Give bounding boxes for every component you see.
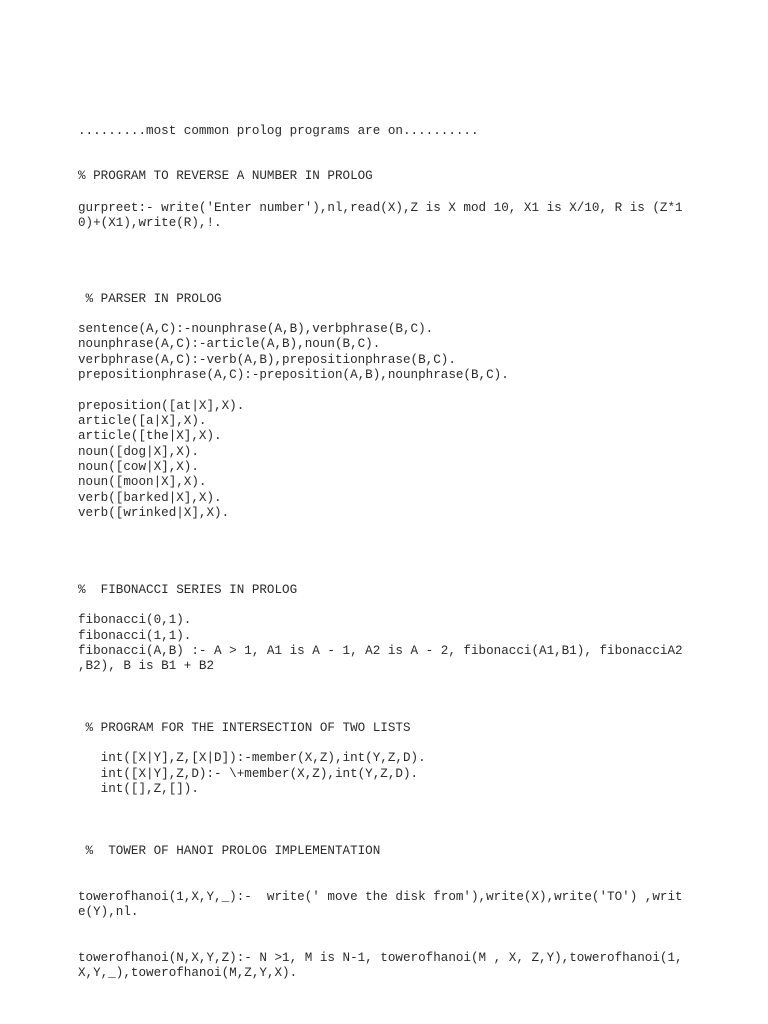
reverse-code-line: 0)+(X1),write(R),!. <box>78 216 222 230</box>
intro-line: .........most common prolog programs are on.......... <box>78 124 479 138</box>
fibonacci-code-line: fibonacci(A,B) :- A > 1, A1 is A - 1, A2 is A - 2, fibonacci(A1,B1), fibonacciA2 <box>78 644 683 658</box>
parser-rule-line: nounphrase(A,C):-article(A,B),noun(B,C). <box>78 337 381 351</box>
hanoi-clause2-line: towerofhanoi(N,X,Y,Z):- N >1, M is N-1, towerofhanoi(M , X, Z,Y),towerofhanoi(1, <box>78 951 683 965</box>
fibonacci-heading: % FIBONACCI SERIES IN PROLOG <box>78 583 298 597</box>
parser-fact-line: article([a|X],X). <box>78 414 207 428</box>
parser-fact-line: preposition([at|X],X). <box>78 399 245 413</box>
reverse-code-line: gurpreet:- write('Enter number'),nl,read(X),Z is X mod 10, X1 is X/10, R is (Z*1 <box>78 201 683 215</box>
fibonacci-code-line: fibonacci(0,1). <box>78 613 192 627</box>
parser-fact-line: noun([dog|X],X). <box>78 445 199 459</box>
parser-heading: % PARSER IN PROLOG <box>78 292 222 306</box>
intersection-code-line: int([X|Y],Z,D):- \+member(X,Z),int(Y,Z,D). <box>78 767 419 781</box>
intersection-code-line: int([],Z,[]). <box>78 782 199 796</box>
hanoi-clause1-line: e(Y),nl. <box>78 905 139 919</box>
parser-fact-line: noun([cow|X],X). <box>78 460 199 474</box>
hanoi-heading: % TOWER OF HANOI PROLOG IMPLEMENTATION <box>78 844 381 858</box>
hanoi-clause2-line: X,Y,_),towerofhanoi(M,Z,Y,X). <box>78 966 298 980</box>
reverse-heading: % PROGRAM TO REVERSE A NUMBER IN PROLOG <box>78 169 373 183</box>
parser-rule-line: verbphrase(A,C):-verb(A,B),prepositionphrase(B,C). <box>78 353 456 367</box>
fibonacci-code-line: fibonacci(1,1). <box>78 629 192 643</box>
parser-fact-line: article([the|X],X). <box>78 429 222 443</box>
hanoi-clause1-line: towerofhanoi(1,X,Y,_):- write(' move the disk from'),write(X),write('TO') ,writ <box>78 890 683 904</box>
parser-rule-line: sentence(A,C):-nounphrase(A,B),verbphrase(B,C). <box>78 322 434 336</box>
intersection-code-line: int([X|Y],Z,[X|D]):-member(X,Z),int(Y,Z,D). <box>78 751 426 765</box>
fibonacci-code-line: ,B2), B is B1 + B2 <box>78 659 215 673</box>
parser-fact-line: verb([wrinked|X],X). <box>78 506 230 520</box>
intersection-heading: % PROGRAM FOR THE INTERSECTION OF TWO LISTS <box>78 721 411 735</box>
parser-fact-line: noun([moon|X],X). <box>78 475 207 489</box>
parser-rule-line: prepositionphrase(A,C):-preposition(A,B),nounphrase(B,C). <box>78 368 509 382</box>
parser-fact-line: verb([barked|X],X). <box>78 491 222 505</box>
